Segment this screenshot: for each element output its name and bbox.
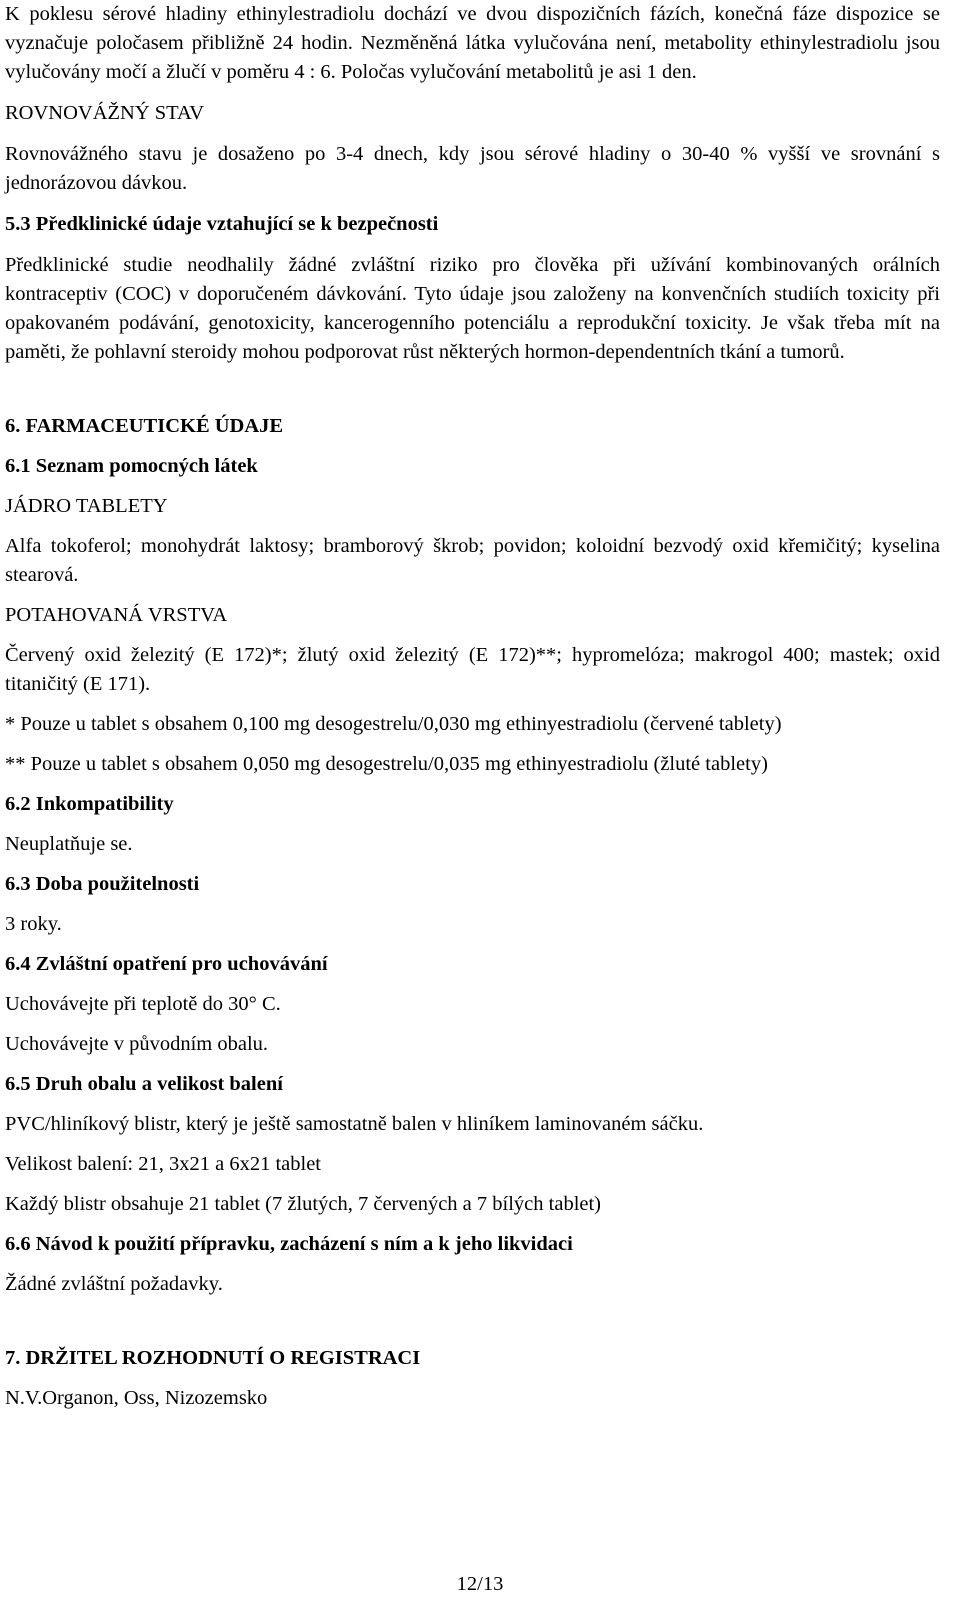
section-6-2-heading: 6.2 Inkompatibility: [5, 793, 174, 815]
steady-state-text: Rovnovážného stavu je dosaženo po 3-4 dnech, kdy jsou sérové hladiny o 30-40 % vyšší ve srovnání s jednorázovou dávkou.: [5, 143, 940, 194]
section-6-6-heading: 6.6 Návod k použití přípravku, zacházení s ním a k jeho likvidaci: [5, 1233, 573, 1255]
section-7-heading: 7. DRŽITEL ROZHODNUTÍ O REGISTRACI: [5, 1347, 421, 1369]
section-6-4-text-2: Uchovávejte v původním obalu.: [5, 1033, 269, 1055]
steady-state-heading: ROVNOVÁŽNÝ STAV: [5, 102, 205, 124]
coating-text: Červený oxid železitý (E 172)*; žlutý oxid železitý (E 172)**; hypromelóza; makrogol 400; mastek; oxid titaničitý (E 171).: [5, 644, 940, 695]
section-6-1-heading: 6.1 Seznam pomocných látek: [5, 455, 258, 477]
section-6-4-text-1: Uchovávejte při teplotě do 30° C.: [5, 993, 281, 1015]
document-page: [5, 0, 940, 1413]
section-6-3-heading: 6.3 Doba použitelnosti: [5, 873, 200, 895]
section-6-5-text-2: Velikost balení: 21, 3x21 a 6x21 tablet: [5, 1153, 321, 1175]
section-6-heading: 6. FARMACEUTICKÉ ÚDAJE: [5, 415, 284, 437]
tablet-core-heading: JÁDRO TABLETY: [5, 495, 168, 517]
section-6-5-heading: 6.5 Druh obalu a velikost balení: [5, 1073, 283, 1095]
coating-heading: POTAHOVANÁ VRSTVA: [5, 604, 228, 626]
footnote-1: * Pouze u tablet s obsahem 0,100 mg desogestrelu/0,030 mg ethinyestradiolu (červené tablety): [5, 713, 782, 735]
section-6-3-text: 3 roky.: [5, 913, 62, 935]
section-6-4-heading: 6.4 Zvláštní opatření pro uchovávání: [5, 953, 328, 975]
section-6-5-text-1: PVC/hliníkový blistr, který je ještě samostatně balen v hliníkem laminovaném sáčku.: [5, 1113, 704, 1135]
section-6-6-text: Žádné zvláštní požadavky.: [5, 1273, 223, 1295]
section-7-text: N.V.Organon, Oss, Nizozemsko: [5, 1387, 268, 1409]
section-6-2-text: Neuplatňuje se.: [5, 833, 133, 855]
page-number: 12/13: [456, 1573, 504, 1595]
section-5-3-text: Předklinické studie neodhalily žádné zvláštní riziko pro člověka při užívání kombinovaných orálních kontraceptiv (COC) v doporučeném dávkování. Tyto údaje jsou založeny na konvenčních studiích toxicity při opakovaném podávání, genotoxicity, kancerogenního potenciálu a reprodukční toxicity. Je však třeba mít na paměti, že pohlavní steroidy mohou podporovat růst některých hormon-dependentních tkání a tumorů.: [5, 254, 940, 363]
tablet-core-text: Alfa tokoferol; monohydrát laktosy; bramborový škrob; povidon; koloidní bezvodý oxid křemičitý; kyselina stearová.: [5, 535, 940, 586]
intro-paragraph: K poklesu sérové hladiny ethinylestradiolu dochází ve dvou dispozičních fázích, konečná fáze dispozice se vyznačuje poločasem přibližně 24 hodin. Nezměněná látka vylučována není, metabolity ethinylestradiolu jsou vylučovány močí a žlučí v poměru 4 : 6. Poločas vylučování metabolitů je asi 1 den.: [5, 3, 940, 83]
footnote-2: ** Pouze u tablet s obsahem 0,050 mg desogestrelu/0,035 mg ethinyestradiolu (žluté tablety): [5, 753, 768, 775]
section-6-5-text-3: Každý blistr obsahuje 21 tablet (7 žlutých, 7 červených a 7 bílých tablet): [5, 1193, 602, 1215]
section-5-3-heading: 5.3 Předklinické údaje vztahující se k bezpečnosti: [5, 213, 439, 235]
